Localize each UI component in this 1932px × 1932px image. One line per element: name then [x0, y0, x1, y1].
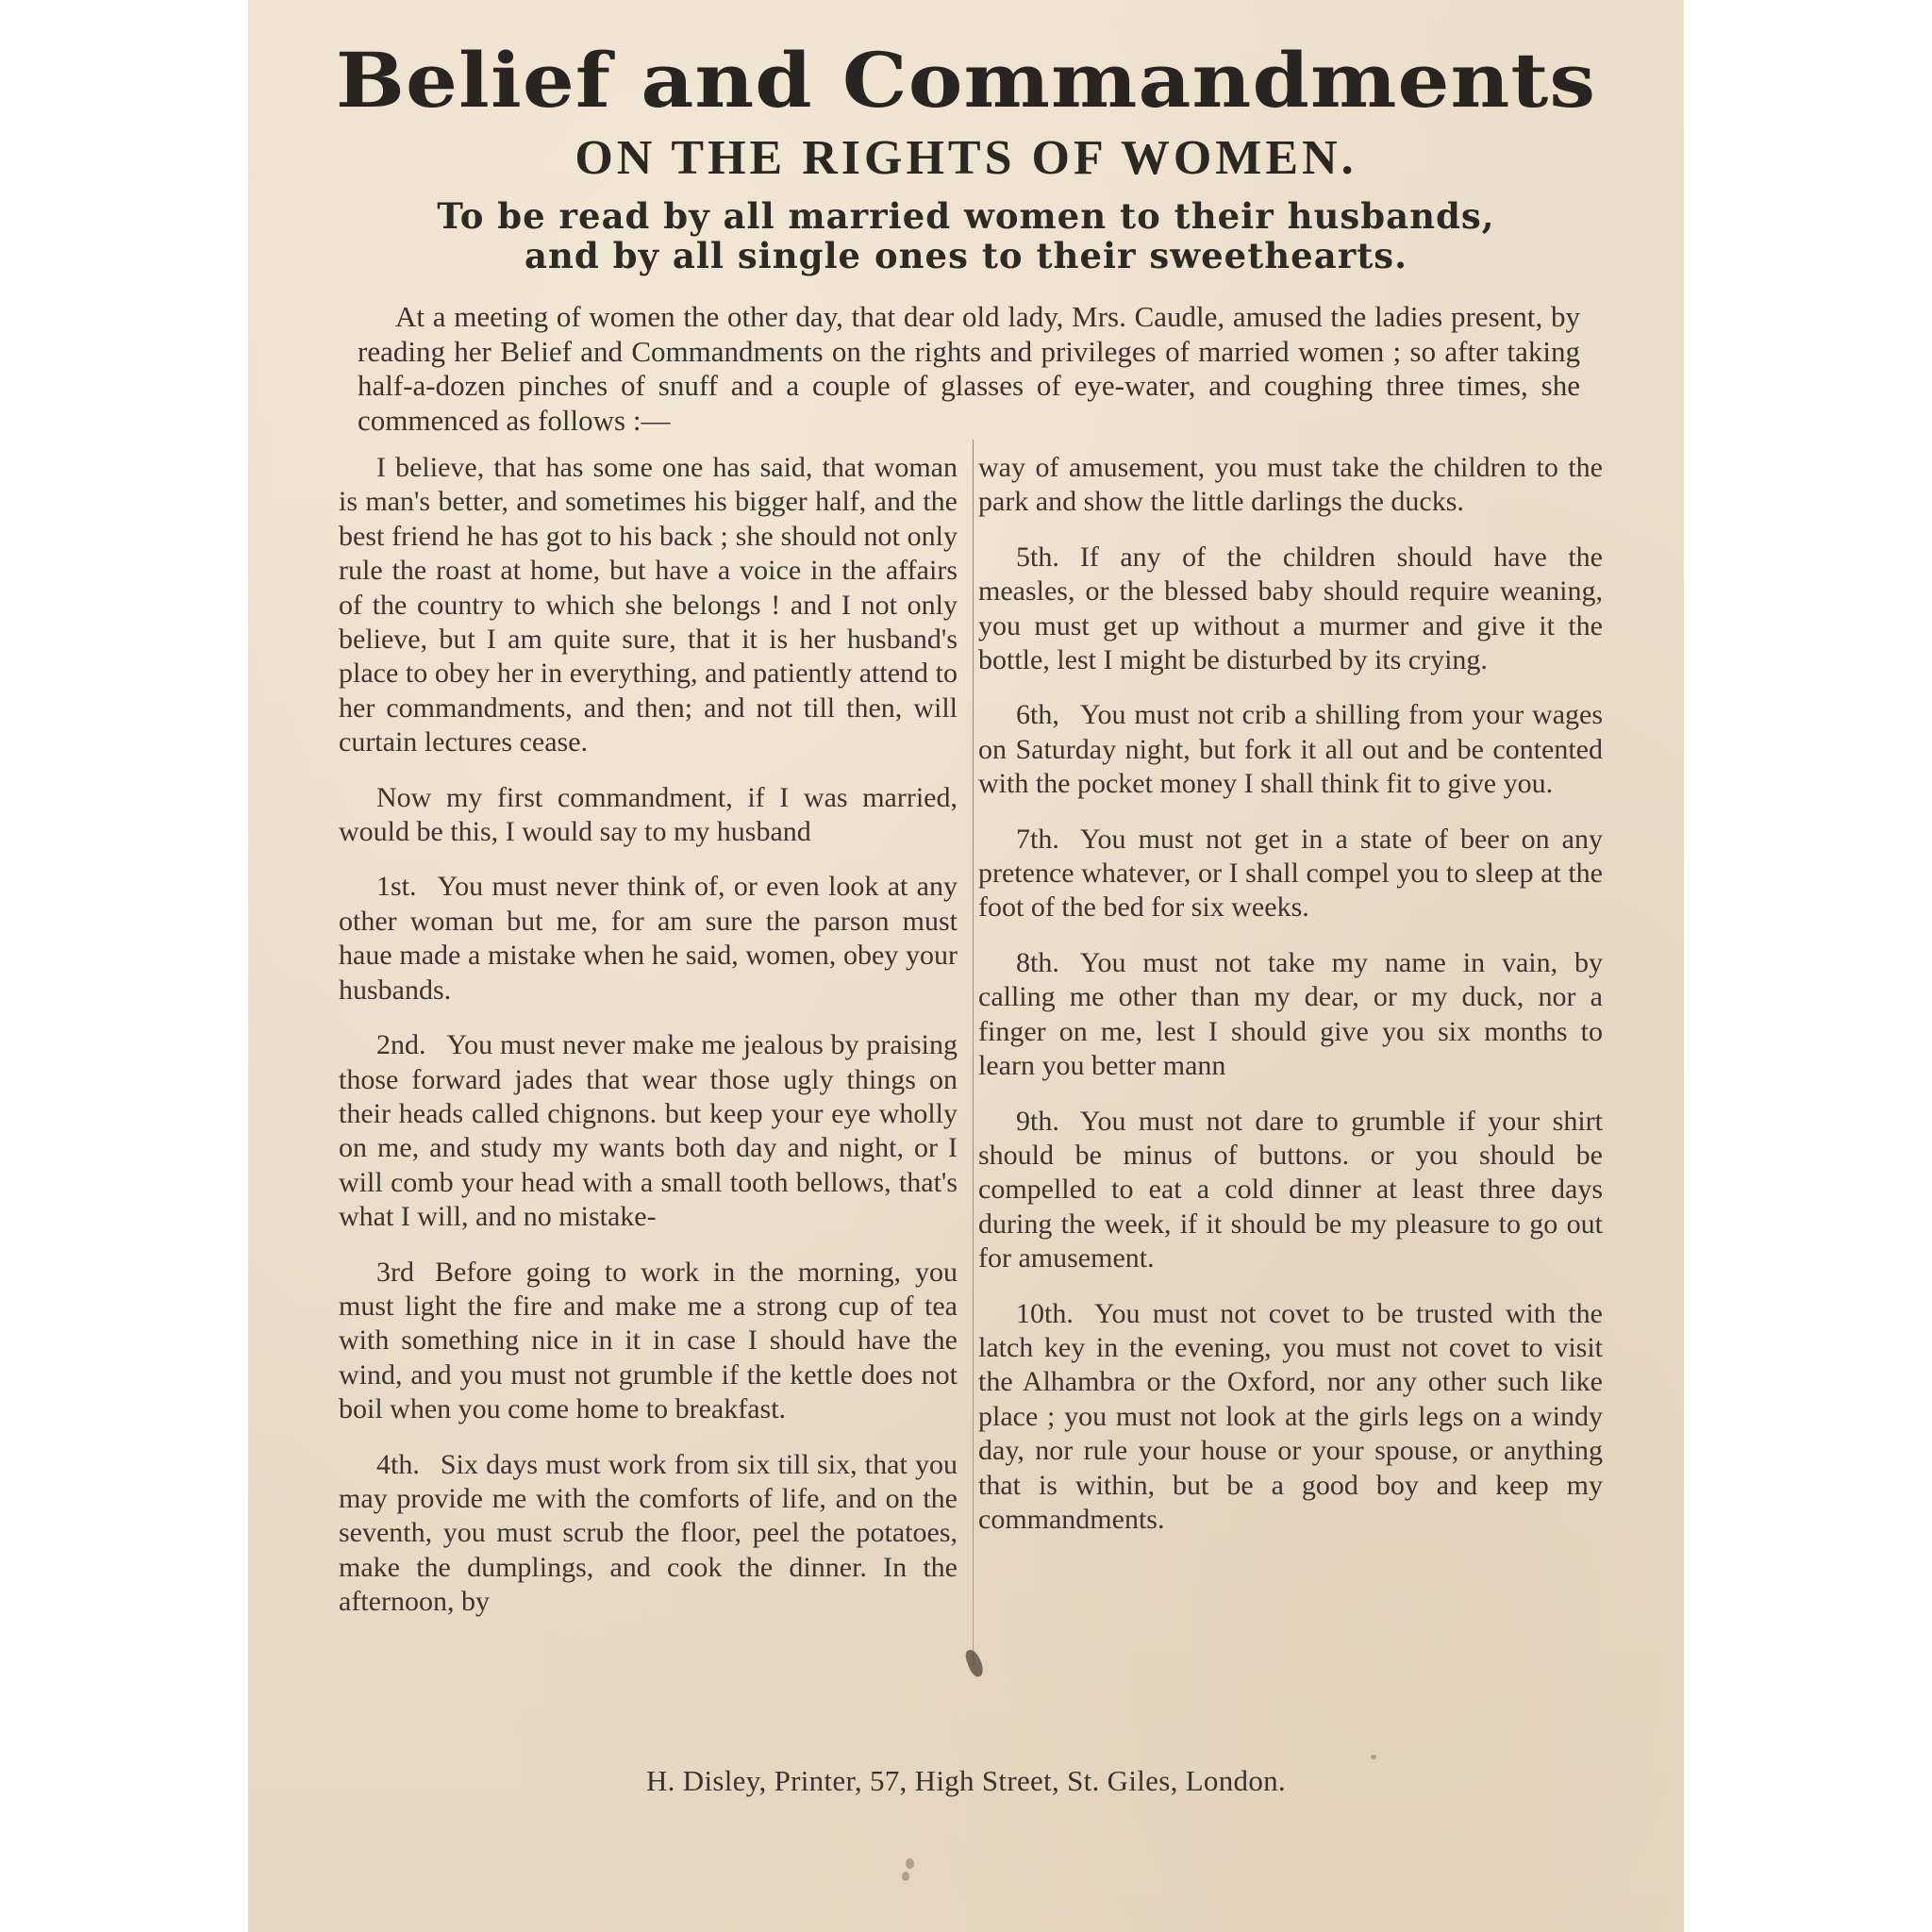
- left-column: [339, 451, 958, 1641]
- commandment-text: You must not take my name in vain, by calling me other than my dear, or my duck, nor a finger on me, lest I should give you six months to learn you better mann: [978, 946, 1603, 1082]
- commandment-number: 5th.: [1016, 541, 1059, 573]
- commandment-number: 6th,: [1016, 699, 1059, 731]
- belief-paragraph: I believe, that has some one has said, that woman is man's better, and sometimes his bigger half, and the best friend he has got to his back ; she should not only rule the roast at home, but have a voice in the affairs of the country to which she belongs ! and I not only believe, but I am quite sure, that it is her husband's place to obey her in everything, and patiently attend to her commandments, and then; and not till then, will curtain lectures cease.: [339, 452, 958, 758]
- document-title: Belief and Commandments: [335, 36, 1597, 125]
- commandment-text: You must not get in a state of beer on any pretence whatever, or I shall compel you to sleep at the foot of the bed for six weeks.: [978, 823, 1603, 924]
- paper-speck: [902, 1872, 909, 1881]
- intro-paragraph: At a meeting of women the other day, that dear old lady, Mrs. Caudle, amused the ladies present, by reading her Belief and Commandments on the rights and privileges of married women ; so after taking half-a-dozen pinches of snuff and a couple of glasses of eye-water, and coughing three times, she commenced as follows :—: [358, 300, 1580, 437]
- commandment-text: You must never think of, or even look at any other woman but me, for am sure the parson must haue made a mistake when he said, women, obey your husbands.: [339, 871, 958, 1006]
- commandment-number: 10th.: [1016, 1297, 1074, 1329]
- commandment-5: [978, 541, 1603, 678]
- commandment-number: 3rd: [376, 1256, 414, 1288]
- commandment-8: [978, 946, 1603, 1084]
- commandment-7: [978, 823, 1603, 925]
- commandment-text: Six days must work from six till six, that you may provide me with the comforts of life, and on the seventh, you must scrub the floor, peel the potatoes, make the dumplings, and cook the dinner. In the afternoon, by: [339, 1448, 958, 1618]
- commandment-text: If any of the children should have the measles, or the blessed baby should require weaning, you must get up without a murmer and give it the bottle, lest I might be disturbed by its crying.: [978, 541, 1603, 676]
- commandment-number: 2nd.: [376, 1029, 426, 1061]
- commandment-2: [339, 1028, 958, 1234]
- commandment-4-continued: way of amusement, you must take the children to the park and show the little darlings the ducks.: [978, 452, 1603, 518]
- tagline-line-2: and by all single ones to their sweethearts.: [525, 235, 1407, 276]
- tagline-line-1: To be read by all married women to their husbands,: [437, 195, 1495, 237]
- commandment-number: 8th.: [1016, 946, 1059, 978]
- commandment-6: [978, 698, 1603, 801]
- paper-speck: [1371, 1755, 1376, 1759]
- commandment-number: 1st.: [376, 871, 417, 903]
- commandment-number: 7th.: [1016, 823, 1059, 855]
- commandment-9: [978, 1105, 1603, 1276]
- commandment-10: [978, 1297, 1603, 1538]
- document-subtitle: ON THE RIGHTS OF WOMEN.: [575, 131, 1357, 185]
- printer-imprint: H. Disley, Printer, 57, High Street, St. Giles, London.: [646, 1764, 1286, 1797]
- commandment-4: [339, 1448, 958, 1620]
- ink-blot: [963, 1648, 985, 1679]
- column-divider: [973, 440, 974, 1666]
- commandment-number: 4th.: [376, 1448, 420, 1480]
- commandment-text: You must never make me jealous by praising those forward jades that wear those ugly things on their heads called chignons. but keep your eye wholly on me, and study my wants both day and night, or I will comb your head with a small tooth bellows, that's what I will, and no mistake-: [339, 1029, 958, 1233]
- commandment-number: 9th.: [1016, 1105, 1059, 1137]
- commandment-text: You must not crib a shilling from your wages on Saturday night, but fork it all out and be contented with the pocket money I shall think fit to give you.: [978, 699, 1603, 800]
- commandment-text: You must not dare to grumble if your shirt should be minus of buttons. or you should be compelled to eat a cold dinner at least three days during the week, if it should be my pleasure to go out for amusement.: [978, 1105, 1603, 1274]
- right-column: [978, 451, 1603, 1557]
- broadside-sheet: [248, 0, 1684, 1932]
- commandment-3: [339, 1256, 958, 1427]
- commandment-1: [339, 870, 958, 1008]
- preface-paragraph: Now my first commandment, if I was married, would be this, I would say to my husband: [339, 781, 958, 848]
- commandment-text: You must not covet to be trusted with the latch key in the evening, you must not covet to visit the Alhambra or the Oxford, nor any other such like place ; you must not look at the girls legs on a windy day, nor rule your house or your spouse, or anything that is within, but be a good boy and keep my commandments.: [978, 1297, 1603, 1535]
- commandment-text: Before going to work in the morning, you must light the fire and make me a strong cup of tea with something nice in it in case I should have the wind, and you must not grumble if the kettle does not boil when you come home to breakfast.: [339, 1256, 958, 1425]
- paper-speck: [906, 1858, 914, 1869]
- document-tagline: [248, 196, 1684, 275]
